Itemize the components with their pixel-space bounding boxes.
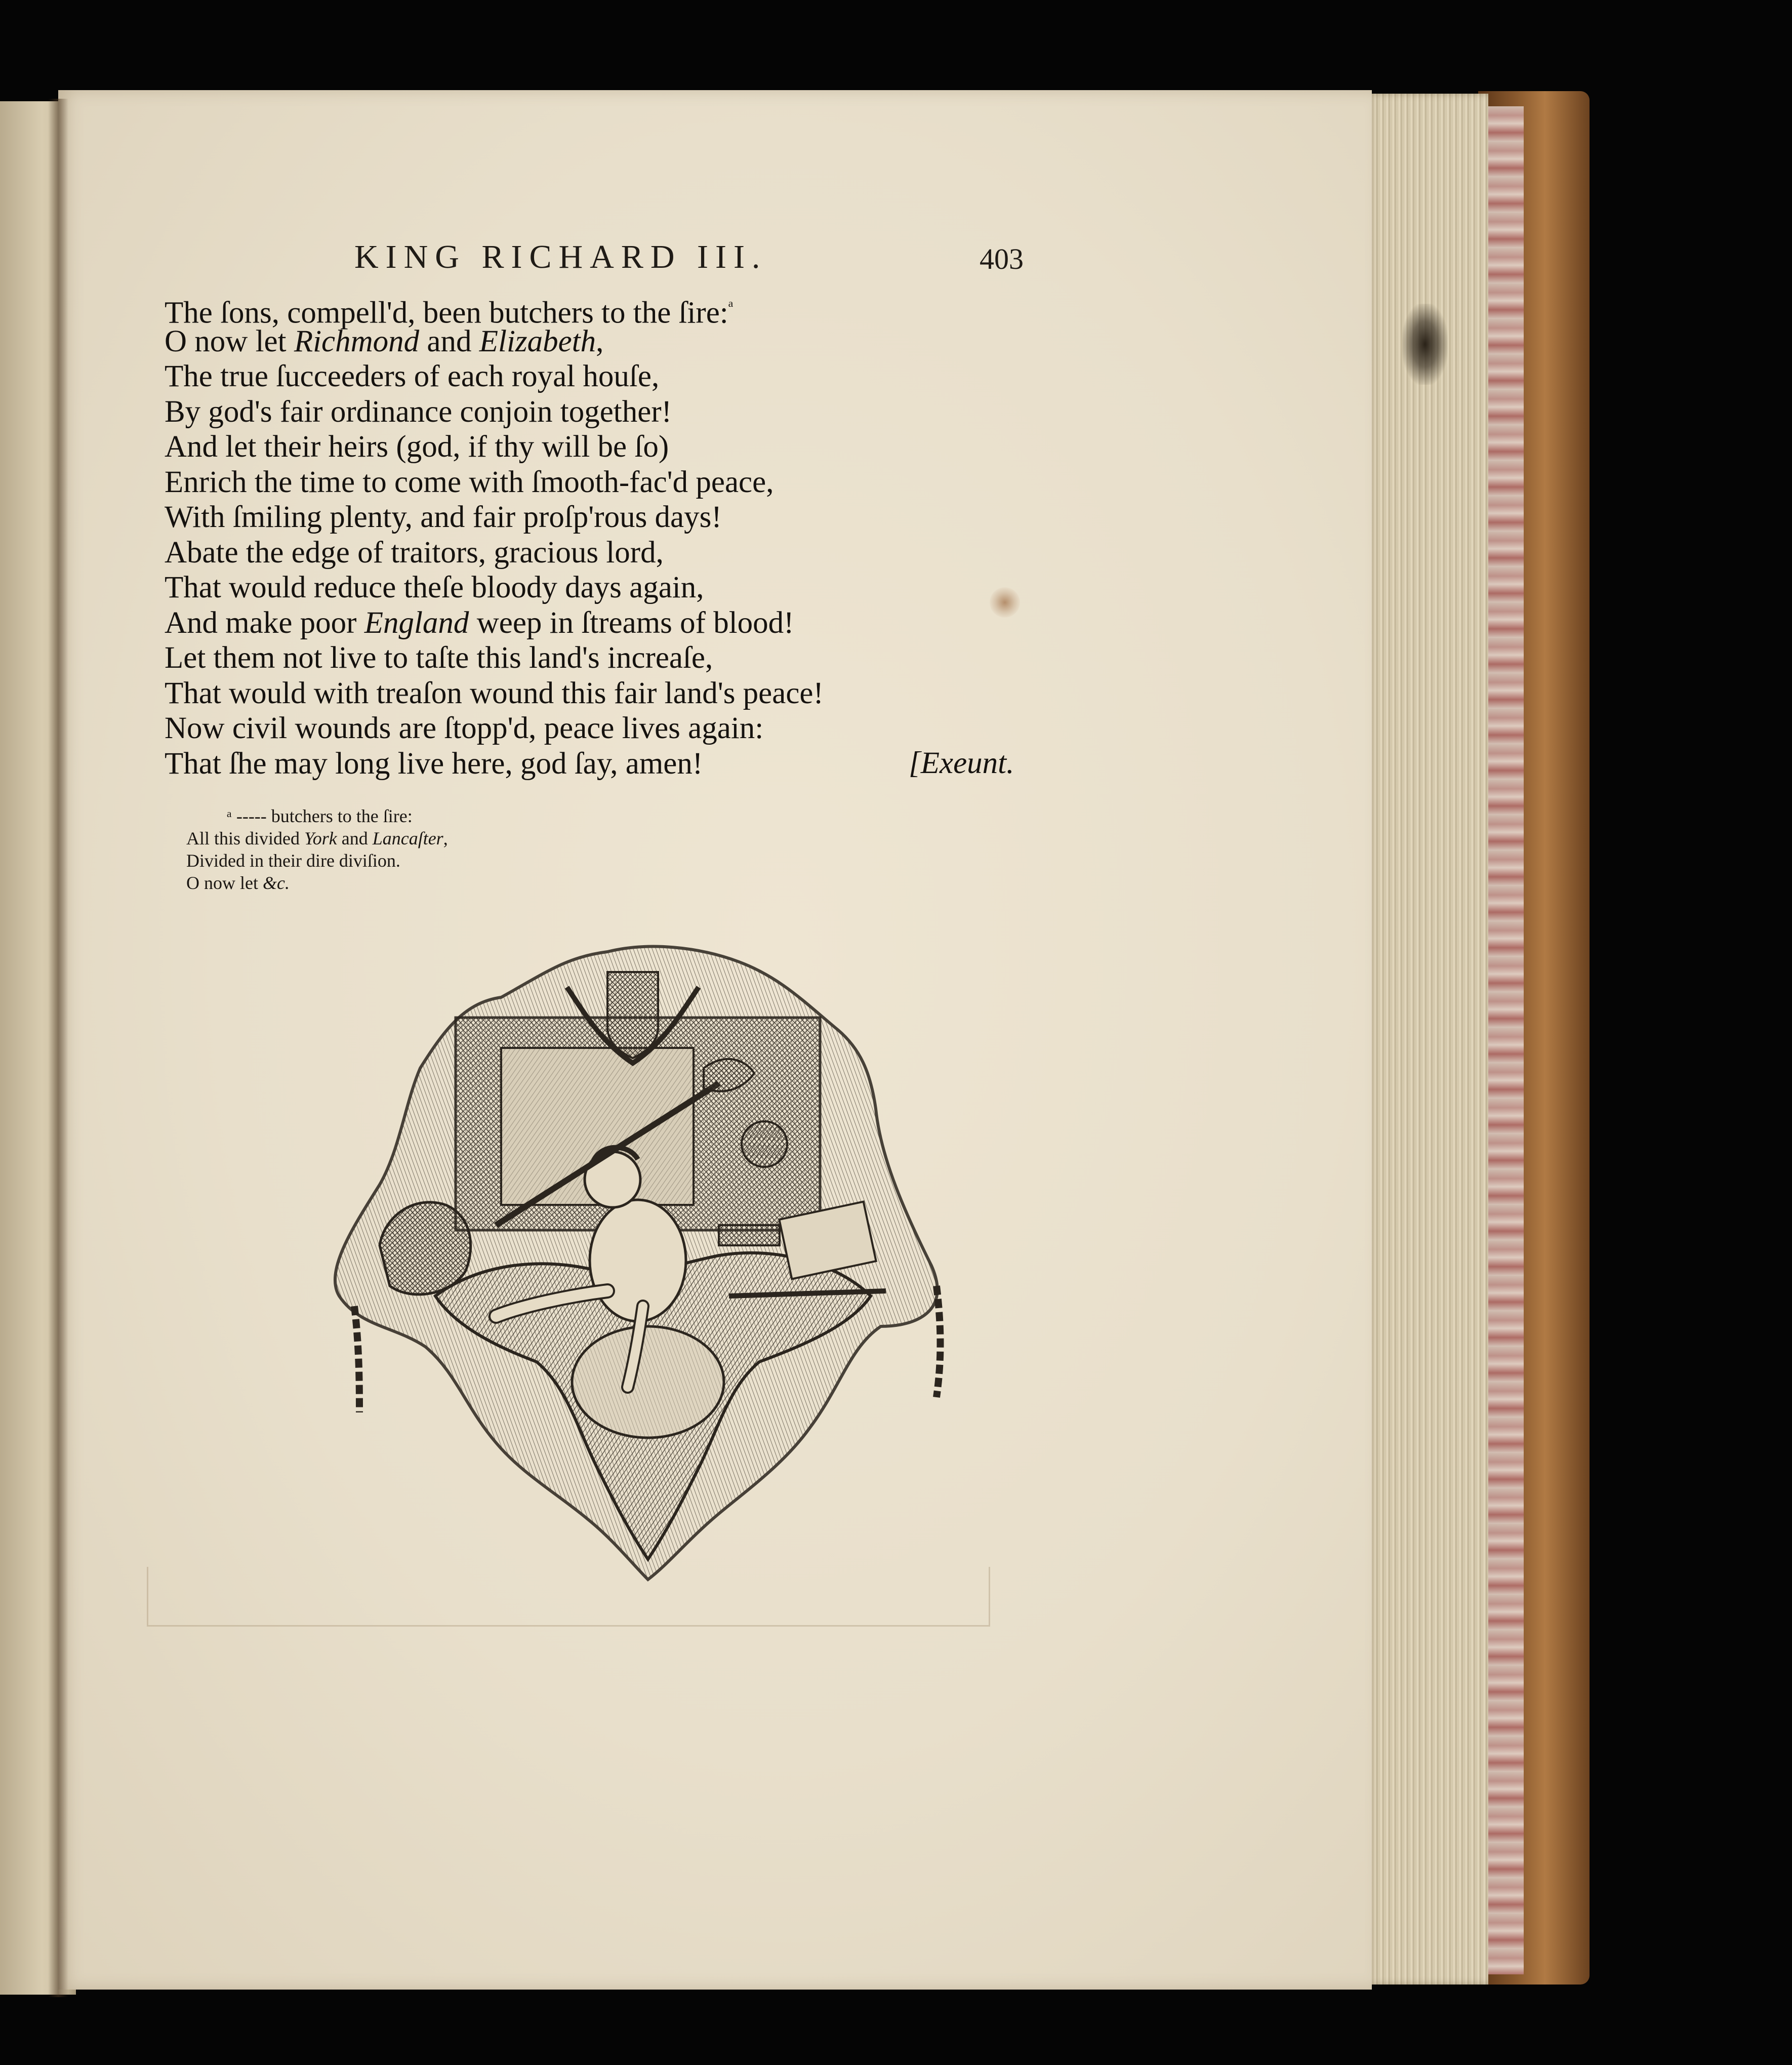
verse-line: That ſhe may long live here, god ſay, amen!: [165, 746, 703, 781]
verse-line: The true ſucceeders of each royal houſe,: [165, 359, 660, 393]
verse-block: [165, 289, 824, 781]
stage-direction: [Exeunt.: [909, 746, 1014, 780]
verse-line: That would reduce theſe bloody days again,: [165, 571, 704, 604]
verse-line: That would with treaſon wound this fair land's peace!: [165, 676, 824, 710]
verse-line: And let their heirs (god, if thy will be ſo): [165, 430, 669, 464]
engraved-vignette: [283, 942, 1012, 1590]
edge-stain: [1402, 304, 1448, 385]
plate-mark: [147, 1567, 990, 1627]
verse-line: By god's fair ordinance conjoin together!: [165, 394, 672, 429]
verse-line: Abate the edge of traitors, gracious lord,: [165, 535, 664, 570]
footnote: [186, 805, 448, 894]
verse-line: With ſmiling plenty, and fair proſp'rous days!: [165, 500, 722, 534]
page-number: 403: [980, 242, 1024, 275]
footnote-reference: ᵃ: [728, 296, 734, 316]
verse-line: Enrich the time to come with ſmooth-fac'd peace,: [165, 465, 774, 499]
running-head: KING RICHARD III.: [354, 238, 767, 275]
footnote-line: ᵃ ----- butchers to the ſire:: [227, 806, 413, 826]
verse-line: Let them not live to taſte this land's increaſe,: [165, 641, 713, 675]
verse-line: Now civil wounds are ſtopp'd, peace lives again:: [165, 711, 764, 745]
foxing-spot: [990, 587, 1020, 618]
footnote-line: Divided in their dire diviſion.: [186, 851, 400, 871]
verse-line: The ſons, compell'd, been butchers to the ſire:$^ᵃ$: [165, 296, 734, 330]
book-gutter: [48, 99, 68, 1997]
footnote-line: O now let &c.: [186, 873, 290, 893]
marbled-endpaper: [1488, 106, 1524, 1974]
verse-line: And make poor England weep in ſtreams of blood!: [165, 605, 794, 640]
footnote-line: All this divided York and Lancaſter,: [186, 828, 448, 848]
verse-line: O now let Richmond and Elizabeth,: [165, 324, 604, 358]
